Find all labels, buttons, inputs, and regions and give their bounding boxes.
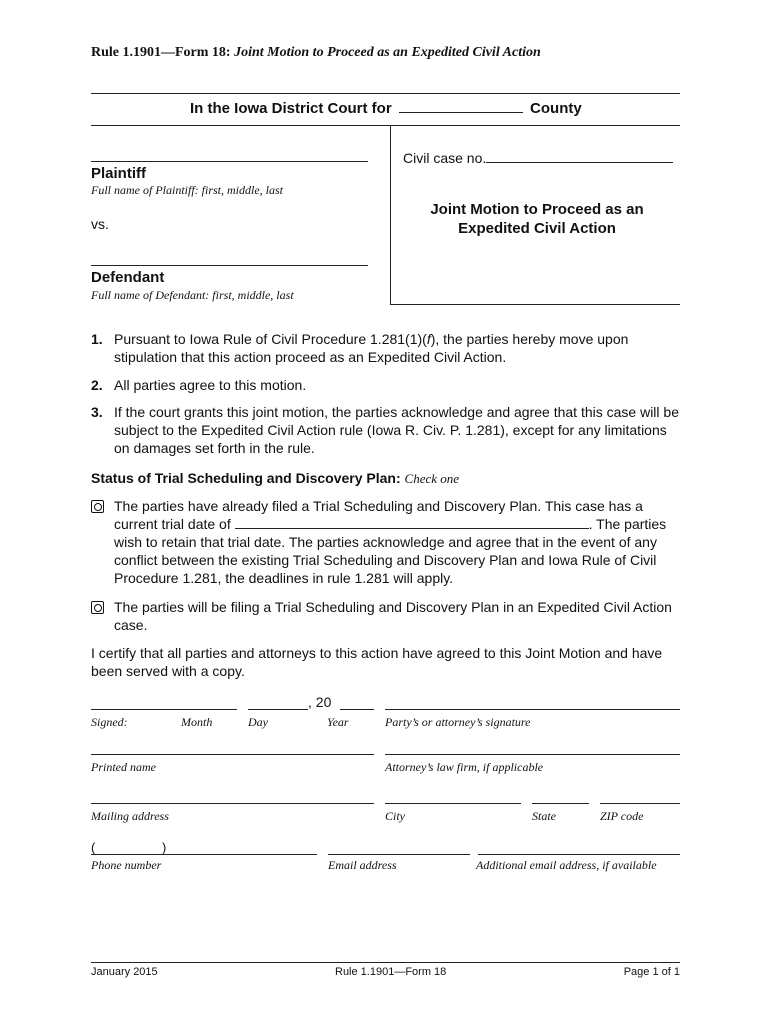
year-prefix: , 20 <box>308 694 332 710</box>
month-label: Month <box>181 715 213 729</box>
footer-rule <box>91 962 680 963</box>
form-title: Joint Motion to Proceed as an Expedited Civil Action <box>234 45 541 60</box>
year-label: Year <box>327 715 349 729</box>
phone-label: Phone number <box>91 858 162 872</box>
case-number: Civil case no. <box>403 149 673 167</box>
option-will-file-plan: The parties will be filing a Trial Scheduling and Discovery Plan in an Expedited Civil Action case. <box>114 599 672 633</box>
state-field[interactable] <box>532 803 589 804</box>
year-field[interactable] <box>340 709 374 710</box>
plaintiff-hint: Full name of Plaintiff: first, middle, last <box>91 183 283 197</box>
phone-paren-close: ) <box>162 840 167 855</box>
plaintiff-label: Plaintiff <box>91 165 146 182</box>
email-field[interactable] <box>328 854 470 855</box>
defendant-name-field[interactable] <box>91 265 368 266</box>
status-heading: Status of Trial Scheduling and Discovery Plan: Check one <box>91 470 460 486</box>
defendant-label: Defendant <box>91 269 165 286</box>
city-field[interactable] <box>385 803 521 804</box>
law-firm-field[interactable] <box>385 754 680 755</box>
option-existing-plan-checkbox[interactable] <box>91 500 104 513</box>
form-header <box>91 45 541 61</box>
option-existing-plan: The parties have already filed a Trial Scheduling and Discovery Plan. This case has a current trial date of . The parties wish to retain that trial date. The parties acknowledge and agree that in the event of any conflict between the existing Trial Scheduling and Discovery Plan and Iowa Rule of Civil Procedure 1.281, the deadlines in rule 1.281 will apply. <box>114 498 667 586</box>
zip-field[interactable] <box>600 803 680 804</box>
additional-email-field[interactable] <box>478 854 680 855</box>
phone-paren-open: ( <box>91 840 96 855</box>
state-label: State <box>532 809 556 823</box>
day-label: Day <box>248 715 268 729</box>
mailing-address-label: Mailing address <box>91 809 169 823</box>
party-signature-field[interactable] <box>385 709 680 710</box>
plaintiff-name-field[interactable] <box>91 161 368 162</box>
zip-label: ZIP code <box>600 809 644 823</box>
footer-form: Rule 1.1901—Form 18 <box>335 966 447 978</box>
top-rule <box>91 93 680 94</box>
city-label: City <box>385 809 405 823</box>
option-will-file-plan-checkbox[interactable] <box>91 601 104 614</box>
footer-page: Page 1 of 1 <box>623 966 680 978</box>
court-rule <box>91 125 680 126</box>
item-2: 2. All parties agree to this motion. <box>91 377 307 393</box>
printed-name-field[interactable] <box>91 754 374 755</box>
item-3: 3. If the court grants this joint motion, the parties acknowledge and agree that this case will be subject to the Expedited Civil Action rule (Iowa R. Civ. P. 1.281), except for any limitations on damages set forth in the rule. <box>91 404 679 456</box>
day-field[interactable] <box>248 709 308 710</box>
certification: I certify that all parties and attorneys to this action have agreed to this Joint Motion and have been served with a copy. <box>91 645 663 679</box>
vs-label: vs. <box>91 216 109 232</box>
footer-date: January 2015 <box>91 966 158 978</box>
county-field[interactable] <box>399 100 523 113</box>
printed-name-label: Printed name <box>91 760 156 774</box>
email-label: Email address <box>328 858 397 872</box>
rule-label: Rule 1.1901—Form 18: <box>91 45 231 60</box>
mailing-address-field[interactable] <box>91 803 374 804</box>
item-1: 1. Pursuant to Iowa Rule of Civil Procedure 1.281(1)(f), the parties hereby move upon stipulation that this action proceed as an Expedited Civil Action. <box>91 331 629 365</box>
caption-bottom-rule <box>390 304 680 305</box>
document-title: Joint Motion to Proceed as an Expedited Civil Action <box>430 201 644 237</box>
caption-divider <box>390 125 391 304</box>
defendant-hint: Full name of Defendant: first, middle, last <box>91 288 294 302</box>
trial-date-field[interactable] <box>235 516 589 529</box>
law-firm-label: Attorney’s law firm, if applicable <box>385 760 544 774</box>
signed-month-field[interactable] <box>91 709 237 710</box>
court-heading: In the Iowa District Court for County <box>190 100 582 117</box>
case-number-field[interactable] <box>486 150 673 163</box>
party-signature-label: Party’s or attorney’s signature <box>385 715 531 729</box>
signed-label: Signed: <box>91 715 128 729</box>
phone-field[interactable] <box>91 854 317 855</box>
additional-email-label: Additional email address, if available <box>476 858 657 872</box>
